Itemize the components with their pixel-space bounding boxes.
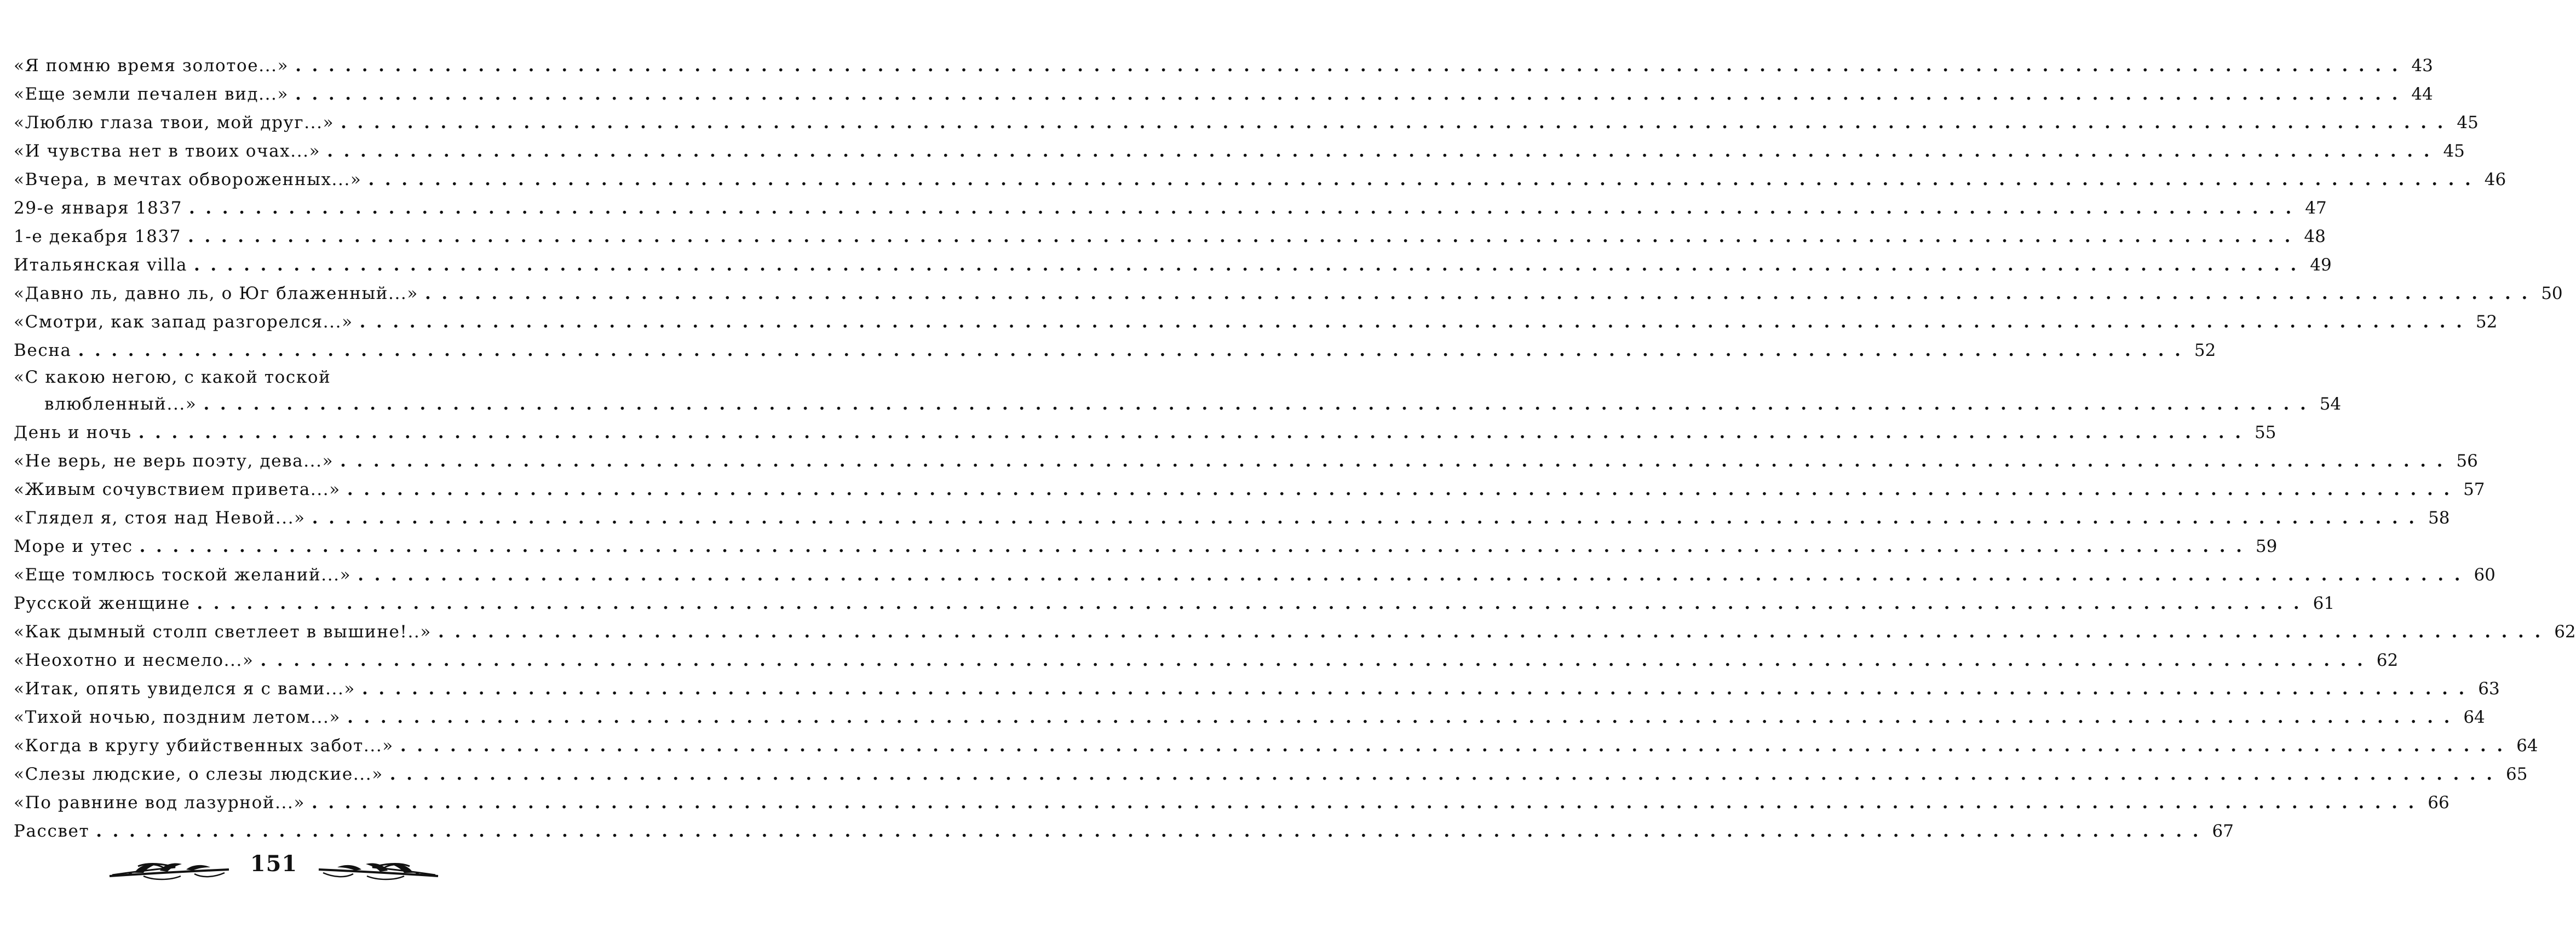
toc-entry-page: 43 xyxy=(2411,56,2433,76)
dot-leader xyxy=(360,308,2465,336)
dot-leader xyxy=(327,137,2432,165)
toc-entry-page: 66 xyxy=(2428,793,2450,813)
toc-entry xyxy=(14,589,2335,618)
toc-entry-title: «С какою негою, с какой тоской xyxy=(14,367,331,387)
toc-entry-page: 57 xyxy=(2463,480,2485,499)
dot-leader xyxy=(347,475,2452,504)
toc-entry-page: 59 xyxy=(2255,537,2278,556)
toc-entry-title: Море и утес xyxy=(14,537,133,556)
toc-entry-title: 29-е января 1837 xyxy=(14,198,183,218)
toc-entry xyxy=(14,222,2326,251)
dot-leader xyxy=(425,279,2530,308)
dot-leader xyxy=(189,194,2294,222)
dot-leader xyxy=(139,418,2244,447)
dot-leader xyxy=(390,760,2495,788)
toc-entry xyxy=(14,308,2498,336)
toc-entry xyxy=(14,646,2399,675)
toc-entry-title-continued: влюбленный...» xyxy=(44,394,197,414)
toc-entry-title: «Итак, опять увиделся я с вами...» xyxy=(14,679,355,699)
toc-entry-title: День и ночь xyxy=(14,423,132,442)
toc-entry-page: 50 xyxy=(2541,284,2563,303)
dot-leader xyxy=(96,817,2201,845)
toc-entry-page: 63 xyxy=(2478,679,2500,699)
toc-entry-page: 45 xyxy=(2457,113,2479,133)
toc-entry xyxy=(14,279,2563,308)
toc-entry-title: «По равнине вод лазурной...» xyxy=(14,793,306,813)
toc-entry-title: «Вчера, в мечтах обвороженных...» xyxy=(14,170,362,189)
dot-leader xyxy=(368,165,2473,194)
toc-entry-title: Весна xyxy=(14,341,72,360)
page-footer xyxy=(0,848,548,891)
toc-entry xyxy=(14,80,2433,108)
toc-entry xyxy=(14,504,2450,532)
toc-entry-title: «Давно ль, давно ль, о Юг блаженный...» xyxy=(14,284,418,303)
dot-leader xyxy=(358,561,2463,589)
toc-entry-page: 56 xyxy=(2456,451,2478,471)
toc-entry-page: 65 xyxy=(2506,764,2528,784)
toc-entry xyxy=(14,732,2538,760)
dot-leader xyxy=(140,532,2245,561)
dot-leader xyxy=(362,675,2467,703)
toc-entry xyxy=(14,137,2465,165)
dot-leader xyxy=(340,447,2445,475)
toc-entry-page: 54 xyxy=(2319,394,2342,414)
dot-leader xyxy=(188,222,2293,251)
toc-entry-title: 1-е декабря 1837 xyxy=(14,227,182,246)
toc-entry-title: Рассвет xyxy=(14,821,90,841)
toc-entry-page: 44 xyxy=(2411,84,2433,104)
dot-leader xyxy=(438,618,2543,646)
toc-entry-page: 45 xyxy=(2443,141,2465,161)
toc-entry-page: 64 xyxy=(2516,736,2538,756)
toc-entry-title: «Когда в кругу убийственных забот...» xyxy=(14,736,394,756)
toc-entry-page: 67 xyxy=(2212,821,2234,841)
dot-leader xyxy=(341,108,2446,137)
toc-entry-title: «Еще земли печален вид...» xyxy=(14,84,289,104)
toc-entry xyxy=(14,675,2500,703)
toc-entry-title: «Люблю глаза твои, мой друг...» xyxy=(14,113,335,133)
toc-entry xyxy=(14,251,2332,279)
toc-entry xyxy=(14,532,2278,561)
dot-leader xyxy=(295,80,2400,108)
toc-entry xyxy=(14,475,2485,504)
dot-leader xyxy=(261,646,2366,675)
toc-entry-title: «Неохотно и несмело...» xyxy=(14,650,254,670)
toc-entry-page: 62 xyxy=(2376,650,2399,670)
dot-leader xyxy=(312,504,2417,532)
toc-entry xyxy=(14,165,2506,194)
toc-entry-page: 55 xyxy=(2255,423,2276,442)
toc-entry xyxy=(14,447,2478,475)
toc-entry-title: «Слезы людские, о слезы людские...» xyxy=(14,764,383,784)
toc-entry-page: 58 xyxy=(2428,508,2450,528)
dot-leader xyxy=(400,732,2505,760)
dot-leader xyxy=(197,589,2302,618)
toc-entry-title: «Живым сочувствием привета...» xyxy=(14,480,341,499)
dot-leader xyxy=(347,703,2452,732)
toc-entry-page: 60 xyxy=(2474,565,2496,585)
toc-entry-title: «Я помню время золотое...» xyxy=(14,56,289,76)
dot-leader xyxy=(295,51,2400,80)
toc-entry-page: 64 xyxy=(2463,707,2485,727)
toc-entry xyxy=(14,817,2234,845)
toc-entry-title: «Еще томлюсь тоской желаний...» xyxy=(14,565,352,585)
page-number: 151 xyxy=(250,851,298,877)
toc-entry-title: «Не верь, не верь поэту, дева...» xyxy=(14,451,334,471)
table-of-contents xyxy=(14,51,2576,845)
toc-entry-page: 48 xyxy=(2304,227,2326,246)
dot-leader xyxy=(78,336,2183,365)
toc-entry xyxy=(14,51,2433,80)
toc-entry-title: «Как дымный столп светлеет в вышине!..» xyxy=(14,622,432,642)
toc-entry-page: 47 xyxy=(2305,198,2327,218)
toc-entry xyxy=(14,365,2342,418)
dot-leader xyxy=(203,390,2308,418)
toc-entry-title: «И чувства нет в твоих очах...» xyxy=(14,141,321,161)
toc-entry xyxy=(14,108,2479,137)
toc-entry-page: 62 xyxy=(2554,622,2576,642)
toc-entry-page: 52 xyxy=(2475,312,2498,332)
toc-entry-page: 46 xyxy=(2484,170,2506,189)
dot-leader xyxy=(312,788,2417,817)
toc-entry xyxy=(14,418,2276,447)
toc-entry xyxy=(14,703,2485,732)
toc-entry xyxy=(14,561,2496,589)
toc-entry-title: Итальянская villa xyxy=(14,255,188,275)
toc-entry-page: 49 xyxy=(2310,255,2332,275)
toc-entry-page: 52 xyxy=(2194,341,2216,360)
toc-entry xyxy=(14,194,2327,222)
toc-entry-page: 61 xyxy=(2313,594,2335,613)
toc-entry-title: Русской женщине xyxy=(14,594,191,613)
toc-entry xyxy=(14,788,2450,817)
toc-entry xyxy=(14,760,2528,788)
toc-entry-title: «Тихой ночью, поздним летом...» xyxy=(14,707,341,727)
toc-entry xyxy=(14,336,2216,365)
dot-leader xyxy=(194,251,2299,279)
toc-entry xyxy=(14,618,2576,646)
toc-entry-title: «Глядел я, стоя над Невой...» xyxy=(14,508,306,528)
toc-entry-title: «Смотри, как запад разгорелся...» xyxy=(14,312,353,332)
